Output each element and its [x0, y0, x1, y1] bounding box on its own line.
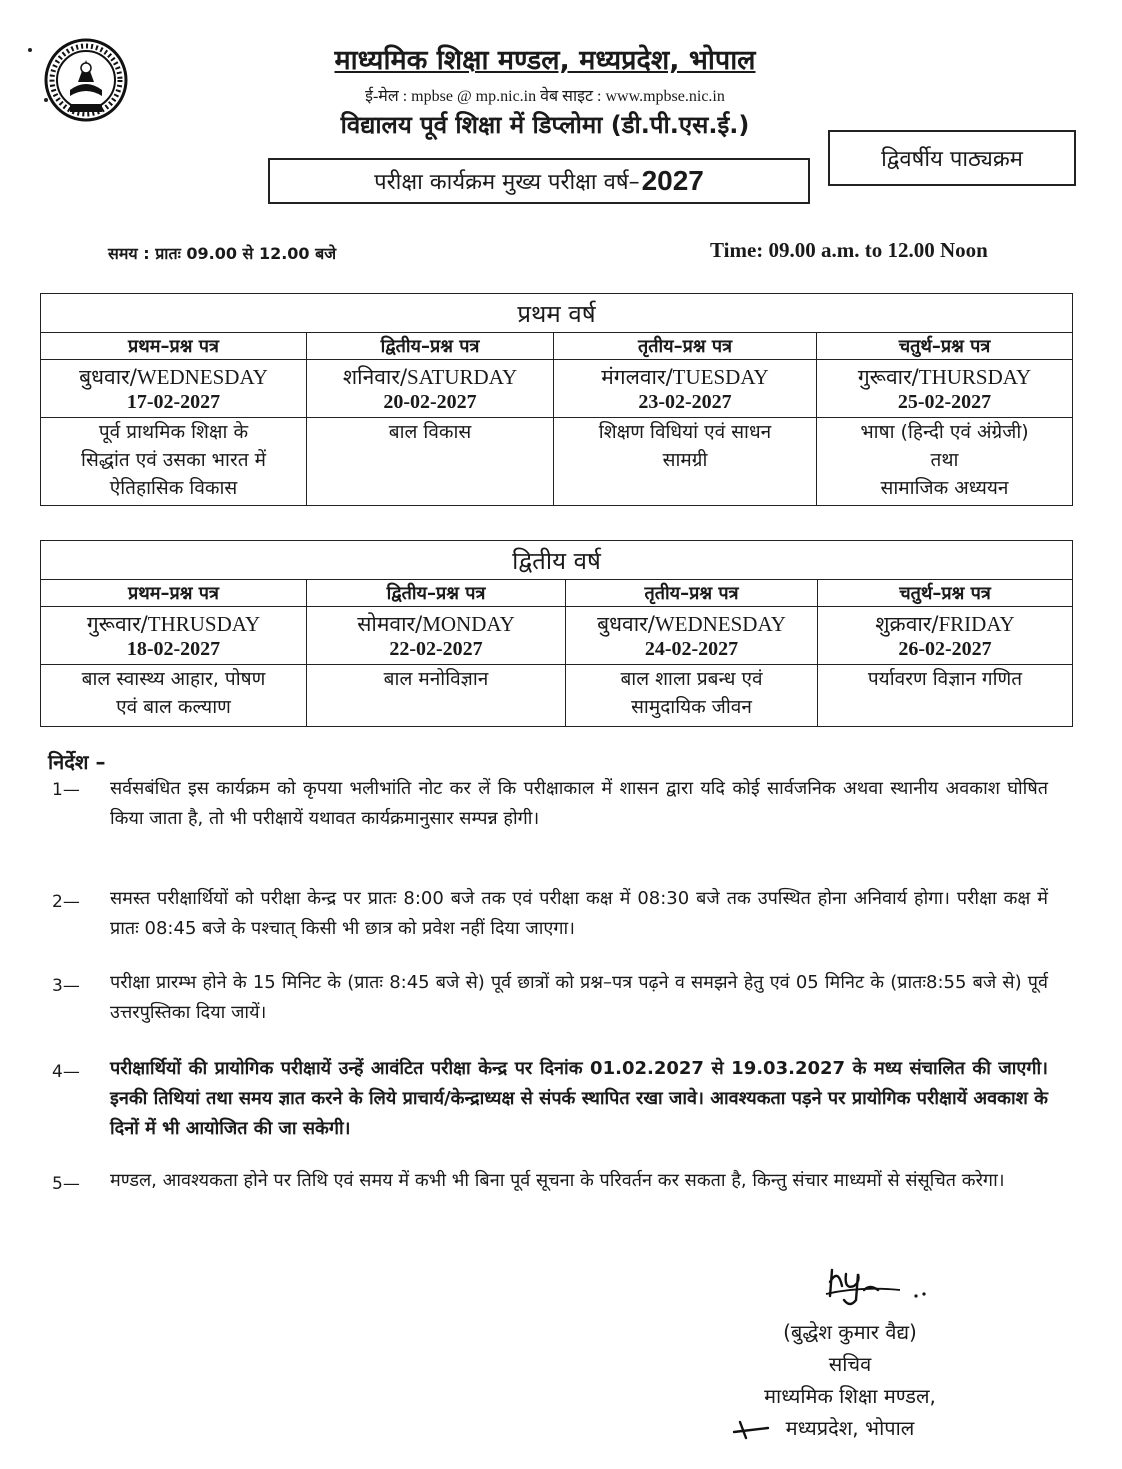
- contact-line: ई-मेल : mpbse @ mp.nic.in वेब साइट : www.mpbse.nic.in: [365, 88, 725, 105]
- paper-heading: तृतीय–प्रश्न पत्र: [554, 333, 817, 360]
- exam-date: 25-02-2027: [897, 391, 992, 413]
- instruction-text: परीक्षार्थियों की प्रायोगिक परीक्षायें उन्हें आवंटित परीक्षा केन्द्र पर दिनांक 01.02.2027 से 19.03.2027 के मध्य संचालित की जाएगी। इनकी तिथियां तथा समय ज्ञात करने के लिये प्राचार्य/केन्द्राध्यक्ष से संपर्क स्थापित रखा जावे। आवश्यकता पड़ने पर प्रायोगिक परीक्षायें अवकाश के दिनों में भी आयोजित की जा सकेगी।: [110, 1058, 1048, 1139]
- subject-line: पर्यावरण विज्ञान गणित: [867, 668, 1023, 690]
- day-english: FRIDAY: [938, 612, 1015, 636]
- duration-label: द्विवर्षीय पाठ्यक्रम: [881, 147, 1023, 172]
- instruction-text: समस्त परीक्षार्थियों को परीक्षा केन्द्र पर प्रातः 8:00 बजे तक एवं परीक्षा कक्ष में 08:30 बजे तक उपस्थित होना अनिवार्य होगा। परीक्षा कक्ष में प्रातः 08:45 बजे के पश्चात् किसी भी छात्र को प्रवेश नहीं दिया जाएगा।: [110, 888, 1048, 939]
- time-english: Time: 09.00 a.m. to 12.00 Noon: [710, 238, 988, 262]
- exam-date: 22-02-2027: [389, 638, 483, 660]
- duration-box: [828, 130, 1076, 186]
- exam-day-cell: [554, 360, 817, 418]
- subject-cell: [307, 665, 566, 727]
- subject-line: सामाजिक अध्ययन: [880, 477, 1009, 499]
- exam-day-cell: [41, 360, 307, 418]
- subject-line: पूर्व प्राथमिक शिक्षा के: [98, 421, 249, 443]
- subject-line: सामग्री: [662, 449, 708, 471]
- ink-stroke-mark: [732, 1418, 772, 1440]
- instruction-number: 5—: [52, 1174, 80, 1194]
- course-title: विद्यालय पूर्व शिक्षा में डिप्लोमा (डी.पी.एस.ई.): [340, 111, 750, 139]
- signatory-org-line1: माध्यमिक शिक्षा मण्डल,: [764, 1384, 936, 1408]
- subject-cell: [41, 418, 307, 506]
- subject-line: तथा: [930, 449, 959, 471]
- exam-date: 26-02-2027: [898, 638, 992, 660]
- subject-cell: [566, 665, 818, 727]
- subject-cell: [554, 418, 817, 506]
- exam-schedule-box: [268, 158, 810, 204]
- paper-heading: द्वितीय–प्रश्न पत्र: [307, 580, 566, 607]
- second-year-heading: द्वितीय वर्ष: [41, 541, 1073, 580]
- day-hindi: गुरूवार/: [857, 365, 919, 389]
- day-hindi: बुधवार/: [597, 612, 655, 636]
- first-year-heading: प्रथम वर्ष: [41, 294, 1073, 333]
- day-english: THURSDAY: [918, 365, 1032, 389]
- signatory-org-line2: मध्यप्रदेश, भोपाल: [785, 1416, 915, 1440]
- day-hindi: बुधवार/: [79, 365, 137, 389]
- exam-day-cell: [817, 360, 1073, 418]
- signatory-designation: सचिव: [828, 1352, 872, 1376]
- day-hindi: मंगलवार/: [601, 365, 673, 389]
- day-hindi: गुरूवार/: [86, 612, 148, 636]
- day-english: THRUSDAY: [147, 612, 261, 636]
- instruction-number: 2—: [52, 892, 80, 912]
- instruction-text: सर्वसबंधित इस कार्यक्रम को कृपया भलीभांति नोट कर लें कि परीक्षाकाल में शासन द्वारा यदि कोई सार्वजनिक अथवा स्थानीय अवकाश घोषित किया जाता है, तो भी परीक्षायें यथावत कार्यक्रमानुसार सम्पन्न होगी।: [110, 778, 1048, 829]
- subject-line: एवं बाल कल्याण: [116, 696, 231, 718]
- board-title: माध्यमिक शिक्षा मण्डल, मध्यप्रदेश, भोपाल: [334, 45, 756, 76]
- exam-day-cell: [41, 607, 307, 665]
- day-hindi: सोमवार/: [357, 612, 423, 636]
- paper-heading: प्रथम–प्रश्न पत्र: [41, 333, 307, 360]
- subject-cell: [817, 418, 1073, 506]
- exam-year: 2027: [641, 165, 704, 196]
- subject-line: ऐतिहासिक विकास: [109, 477, 238, 499]
- subject-cell: [818, 665, 1073, 727]
- subject-line: बाल विकास: [388, 421, 472, 443]
- exam-date: 24-02-2027: [644, 638, 739, 660]
- speck-mark: [28, 48, 32, 52]
- subject-line: बाल मनोविज्ञान: [383, 668, 489, 690]
- exam-date: 23-02-2027: [638, 391, 732, 413]
- instruction-text: मण्डल, आवश्यकता होने पर तिथि एवं समय में कभी भी बिना पूर्व सूचना के परिवर्तन कर सकता है, किन्तु संचार माध्यमों से संसूचित करेगा।: [110, 1170, 1005, 1191]
- instructions-heading: निर्देश –: [48, 750, 106, 774]
- subject-cell: [307, 418, 554, 506]
- board-seal-logo: [44, 38, 128, 122]
- day-english: TUESDAY: [672, 365, 769, 389]
- exam-day-cell: [307, 360, 554, 418]
- instruction-number: 3—: [52, 976, 80, 996]
- time-hindi: समय : प्रातः 09.00 से 12.00 बजे: [108, 244, 337, 263]
- instruction-number: 4—: [52, 1062, 80, 1082]
- paper-heading: तृतीय–प्रश्न पत्र: [566, 580, 818, 607]
- paper-heading: प्रथम–प्रश्न पत्र: [41, 580, 307, 607]
- second-year-table: [40, 540, 1073, 727]
- exam-schedule-label: परीक्षा कार्यक्रम मुख्य परीक्षा वर्ष–: [374, 170, 640, 195]
- exam-day-cell: [566, 607, 818, 665]
- instruction-number: 1—: [52, 780, 80, 800]
- exam-day-cell: [818, 607, 1073, 665]
- day-hindi: शुक्रवार/: [875, 612, 939, 636]
- signatory-name: (बुद्धेश कुमार वैद्य): [783, 1320, 917, 1344]
- exam-date: 18-02-2027: [126, 638, 221, 660]
- handwritten-signature: [820, 1256, 940, 1308]
- day-english: SATURDAY: [407, 365, 518, 389]
- subject-line: सामुदायिक जीवन: [631, 696, 752, 718]
- exam-date: 20-02-2027: [383, 391, 477, 413]
- exam-day-cell: [307, 607, 566, 665]
- first-year-table: [40, 293, 1073, 506]
- subject-line: बाल स्वास्थ्य आहार, पोषण: [81, 668, 266, 690]
- instruction-text: परीक्षा प्रारम्भ होने के 15 मिनिट के (प्रातः 8:45 बजे से) पूर्व छात्रों को प्रश्न–पत्र पढ़ने व समझने हेतु एवं 05 मिनिट के (प्रातः8:55 बजे से) पूर्व उत्तरपुस्तिका दिया जायें।: [110, 972, 1048, 1023]
- subject-line: सिद्धांत एवं उसका भारत में: [81, 449, 266, 471]
- paper-heading: चतुर्थ–प्रश्न पत्र: [818, 580, 1073, 607]
- day-english: WEDNESDAY: [654, 612, 786, 636]
- subject-line: बाल शाला प्रबन्ध एवं: [620, 668, 763, 690]
- paper-heading: चतुर्थ–प्रश्न पत्र: [817, 333, 1073, 360]
- day-english: WEDNESDAY: [136, 365, 268, 389]
- exam-date: 17-02-2027: [126, 391, 221, 413]
- subject-line: भाषा (हिन्दी एवं अंग्रेजी): [860, 421, 1029, 443]
- day-hindi: शनिवार/: [342, 365, 408, 389]
- subject-line: शिक्षण विधियां एवं साधन: [598, 421, 772, 443]
- subject-cell: [41, 665, 307, 727]
- paper-heading: द्वितीय–प्रश्न पत्र: [307, 333, 554, 360]
- day-english: MONDAY: [422, 612, 515, 636]
